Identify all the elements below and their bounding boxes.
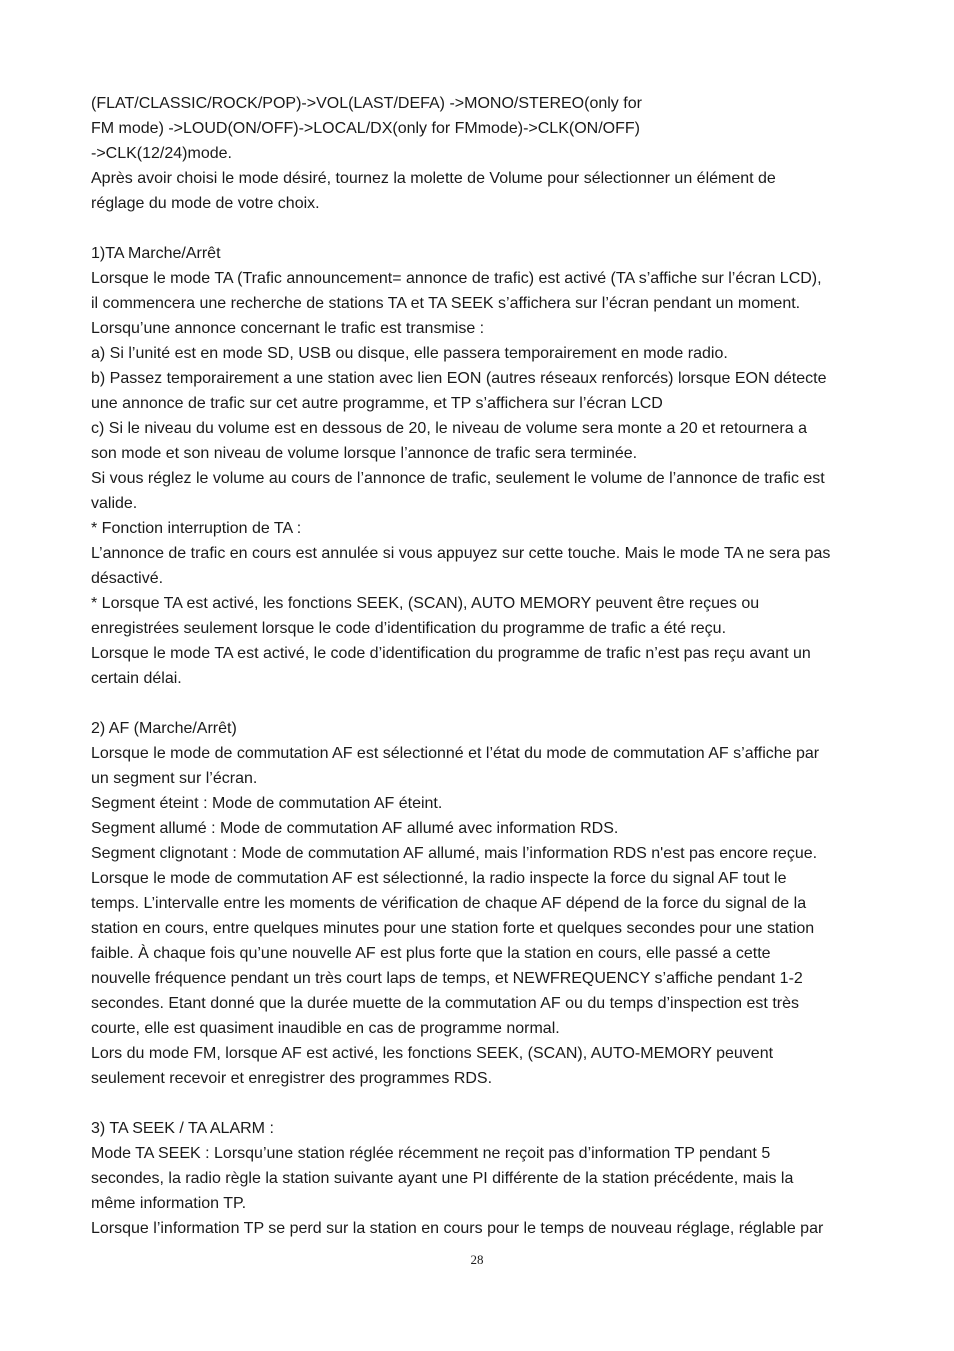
text-line: station en cours, entre quelques minutes pour une station forte et quelques secondes pour une station [91,920,815,937]
text-line: réglage du mode de votre choix. [91,195,320,212]
text-line: secondes, la radio règle la station suivante ayant une PI différente de la station précédente, mais la [91,1170,794,1187]
text-line: ->CLK(12/24)mode. [91,145,232,162]
paragraph-gap [91,216,881,241]
text-line: Lorsque l’information TP se perd sur la station en cours pour le temps de nouveau réglage, réglable par [91,1220,824,1237]
text-line: un segment sur l’écran. [91,770,258,787]
text-line: valide. [91,495,138,512]
text-line: Lorsqu’une annonce concernant le trafic est transmise : [91,320,485,337]
text-line: courte, elle est quasiment inaudible en cas de programme normal. [91,1020,560,1037]
text-line: désactivé. [91,570,164,587]
paragraph-gap [91,691,881,716]
text-line: Segment clignotant : Mode de commutation AF allumé, mais l’information RDS n'est pas encore reçue. [91,845,818,862]
text-line: secondes. Etant donné que la durée muette de la commutation AF ou du temps d’inspection est très [91,995,799,1012]
text-line: Si vous réglez le volume au cours de l’annonce de trafic, seulement le volume de l’annonce de trafic est [91,470,825,487]
section-ta [91,241,881,691]
section-heading: 2) AF (Marche/Arrêt) [91,720,237,737]
text-line: Lorsque le mode de commutation AF est sélectionné et l’état du mode de commutation AF s’affiche par [91,745,820,762]
text-line: Lorsque le mode de commutation AF est sélectionné, la radio inspecte la force du signal AF tout le [91,870,787,887]
paragraph-gap [91,1091,881,1116]
text-line: il commencera une recherche de stations TA et TA SEEK s’affichera sur l’écran pendant un moment. [91,295,801,312]
text-line: Lorsque le mode TA (Trafic announcement= annonce de trafic) est activé (TA s’affiche sur l’écran LCD), [91,270,822,287]
text-line: son mode et son niveau de volume lorsque l’annonce de trafic sera terminée. [91,445,638,462]
text-line: temps. L’intervalle entre les moments de vérification de chaque AF dépend de la force du signal de la [91,895,807,912]
text-line: enregistrées seulement lorsque le code d’identification du programme de trafic a été reçu. [91,620,727,637]
text-line: * Fonction interruption de TA : [91,520,302,537]
text-line: Segment allumé : Mode de commutation AF allumé avec information RDS. [91,820,619,837]
text-line: nouvelle fréquence pendant un très court laps de temps, et NEWFREQUENCY s’affiche pendant 1-2 [91,970,803,987]
text-line: Segment éteint : Mode de commutation AF éteint. [91,795,443,812]
intro-paragraph [91,91,881,216]
text-line: Mode TA SEEK : Lorsqu’une station réglée récemment ne reçoit pas d’information TP pendant 5 [91,1145,771,1162]
text-line: FM mode) ->LOUD(ON/OFF)->LOCAL/DX(only for FMmode)->CLK(ON/OFF) [91,120,640,137]
text-line: seulement recevoir et enregistrer des programmes RDS. [91,1070,493,1087]
text-line: c) Si le niveau du volume est en dessous de 20, le niveau de volume sera monte a 20 et retournera a [91,420,807,437]
text-line: * Lorsque TA est activé, les fonctions SEEK, (SCAN), AUTO MEMORY peuvent être reçues ou [91,595,760,612]
section-heading: 3) TA SEEK / TA ALARM : [91,1120,274,1137]
text-line: a) Si l’unité est en mode SD, USB ou disque, elle passera temporairement en mode radio. [91,345,728,362]
text-line: certain délai. [91,670,182,687]
section-ta-seek [91,1116,881,1241]
section-heading: 1)TA Marche/Arrêt [91,245,221,262]
page-number: 28 [470,1252,484,1267]
text-line: faible. À chaque fois qu’une nouvelle AF est plus forte que la station en cours, elle passé a cette [91,945,771,962]
text-line: b) Passez temporairement a une station avec lien EON (autres réseaux renforcés) lorsque EON détecte [91,370,827,387]
section-af [91,716,881,1091]
text-line: Après avoir choisi le mode désiré, tournez la molette de Volume pour sélectionner un élément de [91,170,776,187]
text-line: même information TP. [91,1195,247,1212]
text-line: une annonce de trafic sur cet autre programme, et TP s’affichera sur l’écran LCD [91,395,663,412]
document-body [91,91,881,1241]
text-line: Lors du mode FM, lorsque AF est activé, les fonctions SEEK, (SCAN), AUTO-MEMORY peuvent [91,1045,774,1062]
text-line: (FLAT/CLASSIC/ROCK/POP)->VOL(LAST/DEFA) ->MONO/STEREO(only for [91,95,642,112]
text-line: Lorsque le mode TA est activé, le code d’identification du programme de trafic n’est pas reçu avant un [91,645,811,662]
text-line: L’annonce de trafic en cours est annulée si vous appuyez sur cette touche. Mais le mode TA ne sera pas [91,545,831,562]
